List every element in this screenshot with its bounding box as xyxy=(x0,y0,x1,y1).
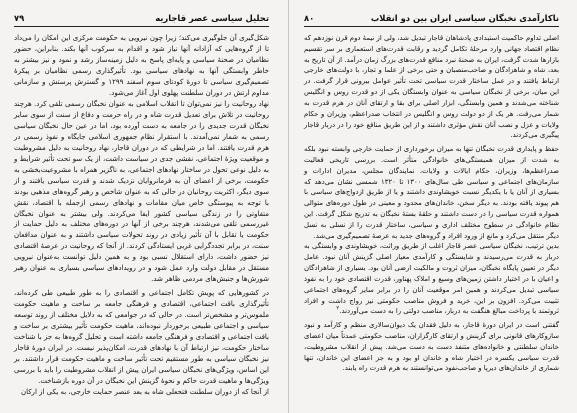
paragraph: نهاد روحانیت را نیز نمی‌توان تا انقلاب اسلامی به عنوان نخبگان رسمی تلقی کرد. هرچند روحانیت در تلاش برای تعدیل قدرت شاه و در راه حرمت و دفاع از سنت از سوی سایر نخبگان قدرت جدیدی را در جامعه به دست آورده بود، اما در عین حال نخبگان سیاسی رسمی به شمار نمی‌آمدند. با استقرار نظام جمهوری اسلامی جایگاه و نفوذ رسمی در هرم قدرت یافتند. اما در شرایطی که در دوران قاجار، نهاد روحانیت به دلیل مشروطیت و موقعیت ویژهٔ اجتماعی، نقشی جدی در سیاست داشت، از یک سو تحت تأثیر شرایط و به دلیل نوعی تحول در ساختار نهادهای اجتماعی، به ناگزیر همراه با مشروعیت‌بخشی به حکومت، برخی از اعضای آن به فرمانروایان نزدیک شدند و قدرت سیاسی یافتند و از سوی دیگر، اکثریت روحانیان در حالی که به عنوان شاخص و رهبر گروه‌های مذهبی بودند با توجه به پیوستگی خاص میان مقامات و نهادهای رسمی ازجمله با اقتصاد، نقش متفاوتی را در زندگی سیاسی کشور ایفا می‌کردند. ولی بیشتر به عنوان نخبگان غیررسمی تلقی می‌شدند، هرچند برخی از آنها در دوره‌های مختلف به دلیل حمایت از حکومت یا تقابل با آن تأثیر زیادی در روند تحولات سیاسی داشتند و به عنوان مدافعان سنت، در برابر تجددگرایی غربی ایستادگی کردند. از آنجا که روحانیت در عرصهٔ اقتصادی نیز حضور داشت، دارای استقلال نسبی بود و به همین دلیل توانست به‌عنوان نیرویی مستقل در مقابل دولت وارد عمل شود و در رویدادهای سیاسی بسیاری به عنوان رهبر شورش‌ها و جنبش‌های مردمی ظاهر شد. xyxy=(14,99,269,284)
book-gutter xyxy=(288,0,289,413)
paragraph: از آنجا که از دوران سلطنت فتحعلی شاه به بعد عنصر حمایت خارجی، به یکی از ارکان xyxy=(20,388,269,396)
left-page xyxy=(14,12,269,404)
paragraph: شکل‌گیری آن جلوگیری می‌کند؛ زیرا چون نیرویی به حکومت مرکزی این امکان را می‌داد تا از گروه‌هایی که آزادانه آنها نیاز شود و اقدام به سرکوب آنها بکند. بنابراین، حضور نظامیان در صحنهٔ سیاسی و پایه‌ای پاسخ به دلیل زمینه‌ساز رشد و نمود و نیز بیشتر به خاطر وابستگی آنها به نهادهای سیاسی بود. تأثیرگذاری رسمی نظامیان بر پیکرهٔ تصمیم‌گیری سیاسی تا دورهٔ کودتای سوم اسفند ۱۲۹۹ و گسترش پرستش و سازمانی مداوم ارتش در دوران سلطنت پهلوی اول آغاز می‌شود. xyxy=(14,34,269,97)
page-number: ۸۰ xyxy=(304,13,315,23)
paragraph: بدین ترتیب، نخبگان سیاسی عصر قاجار اغلب از طریق وراثت، خویشاوندی و وابستگی به دربار به قدرت می‌رسیدند و شایستگی و کارآمدی معیار اصلی گزینش آنان نبود. عامل دیگر در تعیین پایگاه نخبگان، میزان ثروت و مالکیت ارضی آنان بود. بسیاری از شاهزادگان و اعیان با در اختیار داشتن زمین‌های وسیع و املاک پهناور، قدرت اقتصادی خود را به نفوذ سیاسی تبدیل می‌کردند و همین امر موقعیت آنان را در برابر سایر گروه‌های اجتماعی تثبیت می‌کرد. افزون بر این، خرید و فروش مناصب حکومتی نیز رواج داشت و افراد ثروتمند با پرداخت مبالغ هنگفت به دربار، مناصب دولتی را به دست می‌آوردند.$^۲$ xyxy=(304,242,559,316)
running-header xyxy=(304,12,559,27)
paragraph: گفتنی است در ایران دورهٔ قاجار، به دلیل فقدان یک دیوان‌سالاری منظم و کارآمد و نبود سازوکارهای قانونی برای گزینش و ارتقای کارگزاران، مناصب حکومتی عمدتاً میان اعضای خاندان سلطنتی و خانواده‌های متنفذ دست به دست می‌شد. پیش از انقلاب مشروطیت، قدرت سیاسی یکسره در اختیار شاه و خاندان او بود و به جز اعضای این خاندان، تنها شماری از خاندان‌های دیرپا و صاحب‌نفوذ می‌توانستند به هرم قدرت راه یابند. xyxy=(304,321,559,373)
page-body xyxy=(14,33,269,398)
running-header xyxy=(14,12,269,27)
running-header-title: ناکارآمدی نخبگان سیاسی ایران بین دو انقلاب xyxy=(370,13,559,23)
page-body xyxy=(304,33,559,374)
paragraph: در کشورهایی که پویش تکامل اجتماعی و اقتصادی را به طور طبیعی طی کرده‌اند، تأثیرگذاری باقت اجتماعی، اقتصادی و فرهنگی جامعه بر ساخت و ماهیت حکومت ملموس‌تر و مشخص‌تر است. در حالی که در جوامعی که به دلایل مختلف از روند توسعه سیاسی و اجتماعی طبیعی برخوردار نبوده‌اند، ماهیت حکومت تأثیر بیشتری بر ساخت و بافت اجتماعی و اقتصادی و فرهنگی جامعه داشته است و تحلیل گروه‌ها به جز با شناخت ساختار حکومت، نیز ارتباط آن با نهادهای قدرت، امکان‌پذیر نیست. در ایران دورهٔ قاجار نیز نخبگان سیاسی به طور مستقیم تحت تأثیر ساخت و ماهیت حکومت قرار داشتند. بر این اساس، ویژگی‌های نخبگان سیاسی ایران پیش از انقلاب مشروطیت را باید با بررسی ویژگی‌ها و ماهیت قدرت حاکم و نحوهٔ گزینش این نخبگان در آن دوره بازشناخت. xyxy=(14,289,269,386)
right-page xyxy=(304,12,559,404)
paragraph: حفظ و پایداری قدرت نخبگان تنها به میزان برخورداری از حمایت خارجی وابسته نبود بلکه به شدت از میزان همبستگی‌های خانوادگی متأثر است. بررسی تاریخی فعالیت صدراعظم‌ها، وزیران، حکام ایالات و ولایات، نمایندگان مجلس، مدیران ادارات و سازمان‌های اجتماعی و سیاسی طی سال‌های ۱۳۰۰ تا ۱۳۲۰ شمسی نشان می‌دهد که بسیاری از آنان یا با یکدیگر نسبت خویشاوندی داشتند و یا از طریق ازدواج‌های سیاسی با هم پیوند یافته بودند. به دیگر سخن، خاندان‌های محدود و معینی در طول دوره‌های متوالی همواره قدرت سیاسی را در دست داشتند و حلقهٔ بستهٔ نخبگان به تدریج شکل گرفت. این نظام خانوادگی در سطوح مختلف اداری و سیاسی، ساختار قدرت را از نسلی به نسل دیگر منتقل می‌کرد و مانع از ورود افراد و گروه‌های جدید به عرصهٔ تصمیم‌گیری می‌شد. xyxy=(304,145,559,240)
running-header-title: تحلیل سیاسی عصر قاجاریه xyxy=(155,13,269,23)
paragraph: اصلی تداوم حاکمیت استبدادی پادشاهان قاجار تبدیل شد، ولی از نیمهٔ دوم قرن نوزدهم که نظام اقتصاد جهانی وارد مرحلهٔ تکامل گردید و رقابت قدرت‌های استعماری بر سر تقسیم بازارها شدت گرفت، ایران به صحنهٔ نبرد منافع قدرت‌های بزرگ زمان درآمد. از آن تاریخ به بعد، شاه و شاهزادگان و صاحب‌منصبان و حتی برخی از علما و تجار، با دولت‌های خارجی ارتباط یافتند و در عمل ساختار قدرت سیاسی تحت تأثیر عوامل بیرونی قرار گرفت. در این میان، برخی از نخبگان سیاسی به عنوان وابستگان یکی از دو قدرت روس و انگلیس شناخته می‌شدند و همین وابستگی، ابزار اصلی برای بقا و ارتقای آنان در هرم قدرت به شمار می‌رفت. هر یک از دو دولت روس و انگلیس در انتخاب صدراعظم، وزیران و حکام ولایات و عزل و نصب آنان نقش مؤثری داشتند و از این طریق منافع خود را در دربار قاجار پیگیری می‌کردند. xyxy=(303,34,559,140)
page-number: ۷۹ xyxy=(14,13,25,23)
